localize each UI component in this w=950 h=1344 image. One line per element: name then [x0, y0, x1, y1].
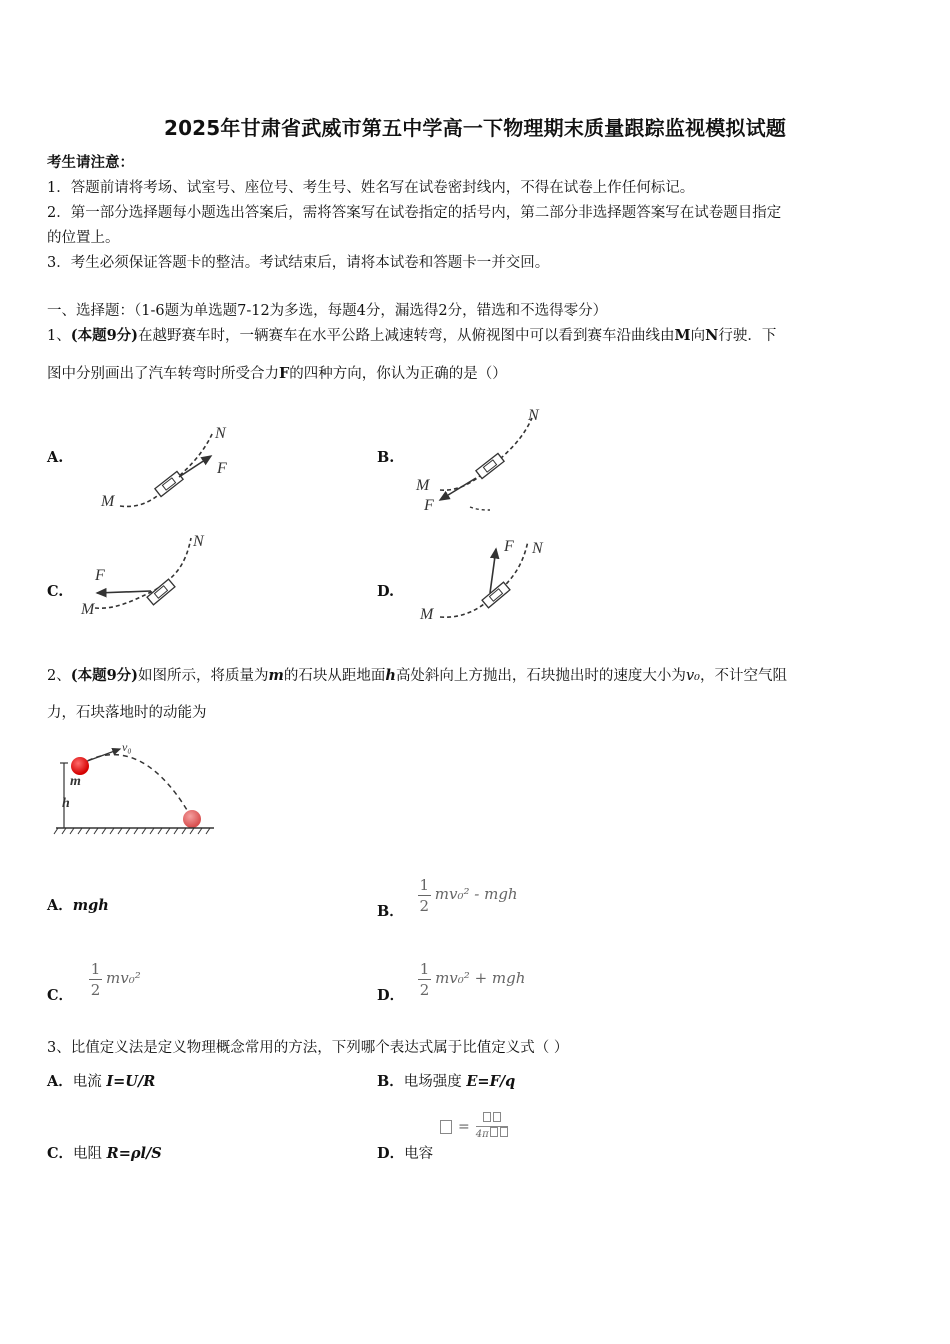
- q3-option-d[interactable]: D．电容: [377, 1145, 434, 1162]
- q2-c-fraction: $\frac{1}{2}$: [90, 959, 101, 999]
- q1-figure-c: [75, 530, 225, 622]
- notice-item-1: 1．答题前请将考场、试室号、座位号、考生号、姓名写在试卷密封线内，不得在试卷上作任何标记。: [47, 180, 695, 196]
- q2-d-fraction: $\frac{1}{2}$: [419, 959, 430, 999]
- stone-start: [71, 757, 89, 775]
- q2-score: (本题9分): [70, 667, 139, 684]
- page-title: 2025年甘肃省武威市第五中学高一下物理期末质量跟踪监视模拟试题: [163, 116, 787, 140]
- notice-item-3: 3．考生必须保证答题卡的整洁。考试结束后，请将本试卷和答题卡一并交回。: [47, 255, 550, 271]
- q2-line2: 力，石块落地时的动能为: [47, 705, 207, 721]
- section-header: 一、选择题：（1-6题为单选题7-12为多选，每题4分，漏选得2分，错选和不选得零分）: [47, 303, 608, 319]
- fig-m-label: m: [70, 774, 81, 789]
- q1-number: 1、: [47, 328, 71, 344]
- q1-option-d[interactable]: D.: [377, 583, 395, 600]
- fig-v0-label: v₀: [122, 740, 132, 754]
- q3-line1: 3、比值定义法是定义物理概念常用的方法，下列哪个表达式属于比值定义式（ ）: [47, 1040, 569, 1056]
- q2-option-a[interactable]: A．mgh: [47, 897, 109, 914]
- q1-score: (本题9分): [70, 327, 139, 344]
- fig-b-n-label: N: [528, 407, 539, 424]
- fig-h-label: h: [62, 796, 70, 811]
- fig-a-m-label: M: [101, 493, 115, 510]
- q1-figure-b: [410, 402, 560, 512]
- q1-line2: 图中分别画出了汽车转弯时所受合力F的四种方向，你认为正确的是（）: [47, 365, 507, 382]
- q2-number: 2、: [47, 668, 71, 684]
- fig-c-m-label: M: [81, 601, 95, 618]
- fig-a-f-label: F: [217, 460, 227, 477]
- q1-option-b[interactable]: B.: [377, 449, 395, 466]
- fig-a-n-label: N: [215, 425, 226, 442]
- fig-b-f-label: F: [424, 497, 434, 512]
- q3-option-b[interactable]: B．电场强度 E=F/q: [377, 1073, 516, 1090]
- q1-figure-d: [410, 535, 560, 627]
- stone-end: [183, 810, 201, 828]
- q3-option-c[interactable]: C．电阻 R=ρl/S: [47, 1145, 162, 1162]
- q2-line1: 2、(本题9分)如图所示，将质量为m的石块从距地面h高处斜向上方抛出，石块抛出时的速度大小为v₀，不计空气阻: [47, 667, 787, 684]
- fig-c-n-label: N: [193, 533, 204, 550]
- fig-d-m-label: M: [420, 606, 434, 623]
- q2-figure: [52, 735, 222, 840]
- q2-option-d[interactable]: D． $\frac{1}{2}$ mv₀² + mgh: [377, 959, 526, 1004]
- fig-d-n-label: N: [532, 540, 543, 557]
- q1-figure-a: [95, 418, 245, 513]
- fig-b-m-label: M: [416, 477, 430, 494]
- notice-heading: 考生请注意：: [47, 154, 134, 171]
- fig-d-f-label: F: [504, 538, 514, 555]
- q1-option-a[interactable]: A.: [47, 449, 64, 466]
- q3-d-formula: = 4π: [440, 1112, 508, 1141]
- q1-option-c[interactable]: C.: [47, 583, 64, 600]
- notice-item-2-cont: 的位置上。: [47, 230, 120, 246]
- q1-line1: 1、(本题9分)在越野赛车时，一辆赛车在水平公路上减速转弯，从俯视图中可以看到赛车沿曲线由M向N行驶．下: [47, 327, 777, 344]
- notice-item-2: 2．第一部分选择题每小题选出答案后，需将答案写在试卷指定的括号内，第二部分非选择题答案写在试卷题目指定: [47, 205, 782, 221]
- q2-option-b[interactable]: B． $\frac{1}{2}$ mv₀² - mgh: [377, 875, 518, 920]
- q2-option-c[interactable]: C． $\frac{1}{2}$ mv₀²: [47, 959, 141, 1004]
- fig-c-f-label: F: [95, 567, 105, 584]
- q3-option-a[interactable]: A．电流 I=U/R: [47, 1073, 156, 1090]
- q2-b-fraction: $\frac{1}{2}$: [419, 875, 430, 915]
